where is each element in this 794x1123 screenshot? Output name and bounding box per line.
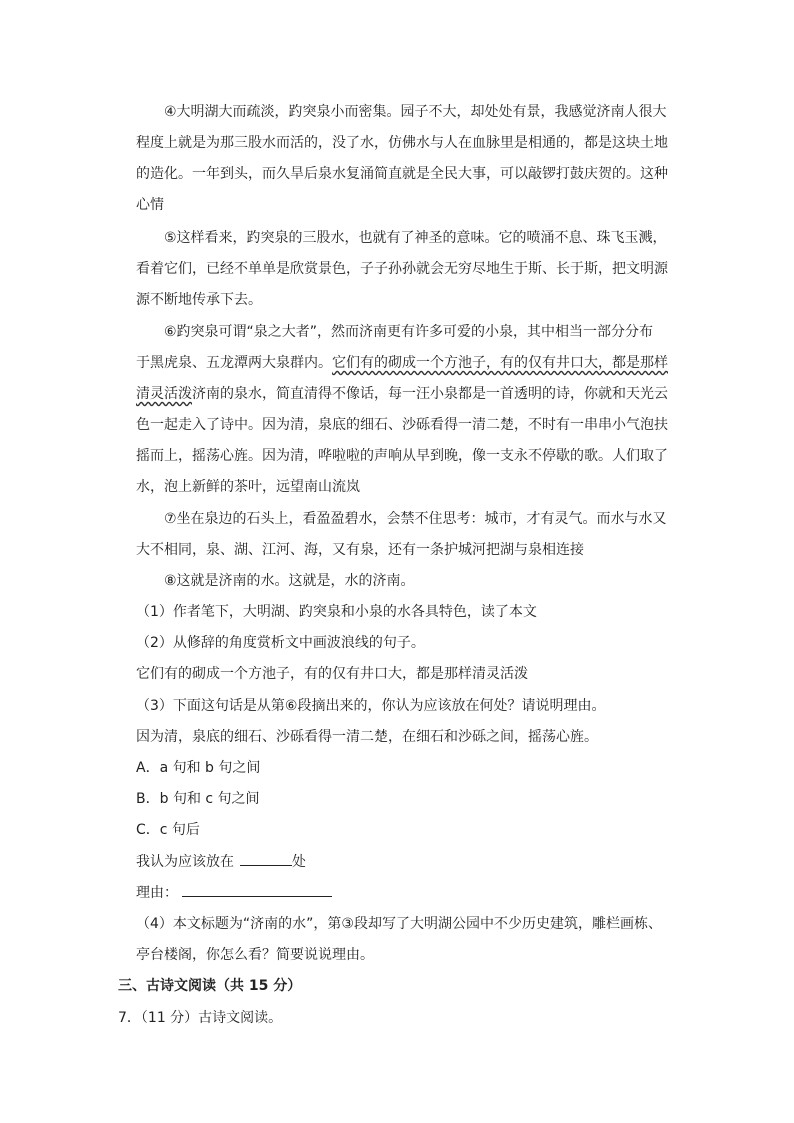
paragraph-6-line-4: 色一起走入了诗中。因为清，泉底的细石、沙砾看得一清二楚，不时有一串串小气泡扶 xyxy=(136,417,668,433)
question-3-option-a: A．a 句和 b 句之间 xyxy=(136,760,261,776)
question-7: 7．（11 分）古诗文阅读。 xyxy=(118,1010,283,1026)
question-3-option-c: C．c 句后 xyxy=(136,822,200,838)
answer-label: 我认为应该放在 xyxy=(136,854,234,870)
reason-blank[interactable] xyxy=(182,882,332,897)
paragraph-7-line-1: ⑦坐在泉边的石头上，看盈盈碧水，会禁不住思考：城市，才有灵气。而水与水又 xyxy=(164,511,667,527)
paragraph-5-line-2: 看着它们，已经不单单是欣赏景色，子子孙孙就会无穷尽地生于斯、长于斯，把文明源 xyxy=(136,261,668,277)
question-3-answer xyxy=(136,851,696,872)
question-4-line-1: （4）本文标题为“济南的水”，第③段却写了大明湖公园中不少历史建筑，雕栏画栋、 xyxy=(136,916,662,932)
answer-suffix: 处 xyxy=(292,854,306,870)
question-3-quote: 因为清，泉底的细石、沙砾看得一清二楚，在细石和沙砾之间，摇荡心旌。 xyxy=(136,729,598,745)
question-2: （2）从修辞的角度赏析文中画波浪线的句子。 xyxy=(136,635,425,651)
paragraph-5-line-3: 源不断地传承下去。 xyxy=(136,292,262,308)
section-3-title: 三、古诗文阅读（共 15 分） xyxy=(118,978,302,994)
question-4-line-2: 亭台楼阁，你怎么看？简要说说理由。 xyxy=(136,947,374,963)
paragraph-6-line-3 xyxy=(136,384,696,404)
paragraph-8: ⑧这就是济南的水。这就是，水的济南。 xyxy=(164,573,415,589)
wavy-underlined-sentence: 它们有的砌成一个方池子，有的仅有井口大，都是那样 xyxy=(332,355,668,371)
question-3-reason xyxy=(136,882,696,903)
paragraph-4-line-3: 的造化。一年到头，而久旱后泉水复涌简直就是全民大事，可以敲锣打鼓庆贺的。这种 xyxy=(136,166,668,182)
wavy-underlined-sentence-end: 清灵活泼 xyxy=(136,386,192,402)
paragraph-6-line-5: 摇而上，摇荡心旌。因为清，哗啦啦的声响从早到晚，像一支永不停歇的歌。人们取了 xyxy=(136,448,668,464)
question-2-quote: 它们有的砌成一个方池子，有的仅有井口大，都是那样清灵活泼 xyxy=(136,666,528,682)
paragraph-4-line-4: 心情 xyxy=(136,197,164,213)
paragraph-6-line-1: ⑥趵突泉可谓“泉之大者”，然而济南更有许多可爱的小泉，其中相当一部分分布 xyxy=(164,324,654,340)
paragraph-4-line-2: 程度上就是为那三股水而活的，没了水，仿佛水与人在血脉里是相通的，都是这块土地 xyxy=(136,135,668,151)
question-3-option-b: B．b 句和 c 句之间 xyxy=(136,791,260,807)
question-3: （3）下面这句话是从第⑥段摘出来的，你认为应该放在何处？请说明理由。 xyxy=(136,698,606,714)
paragraph-6-text: 济南的泉水，简直清得不像话，每一汪小泉都是一首透明的诗，你就和天光云 xyxy=(192,386,668,402)
paragraph-7-line-2: 大不相同，泉、湖、江河、海，又有泉，还有一条护城河把湖与泉相连接 xyxy=(136,542,584,558)
paragraph-5-line-1: ⑤这样看来，趵突泉的三股水，也就有了神圣的意味。它的喷涌不息、珠飞玉溅， xyxy=(164,230,667,246)
paragraph-6-text: 于黑虎泉、五龙潭两大泉群内。 xyxy=(136,355,332,371)
paragraph-4-line-1: ④大明湖大而疏淡，趵突泉小而密集。园子不大，却处处有景，我感觉济南人很大 xyxy=(164,104,667,120)
reason-label: 理由： xyxy=(136,885,178,901)
paragraph-6-line-6: 水，泡上新鲜的茶叶，远望南山流岚 xyxy=(136,479,360,495)
question-1: （1）作者笔下，大明湖、趵突泉和小泉的水各具特色，读了本文 xyxy=(136,604,537,620)
answer-blank[interactable] xyxy=(240,851,292,866)
paragraph-6-line-2 xyxy=(136,353,696,373)
